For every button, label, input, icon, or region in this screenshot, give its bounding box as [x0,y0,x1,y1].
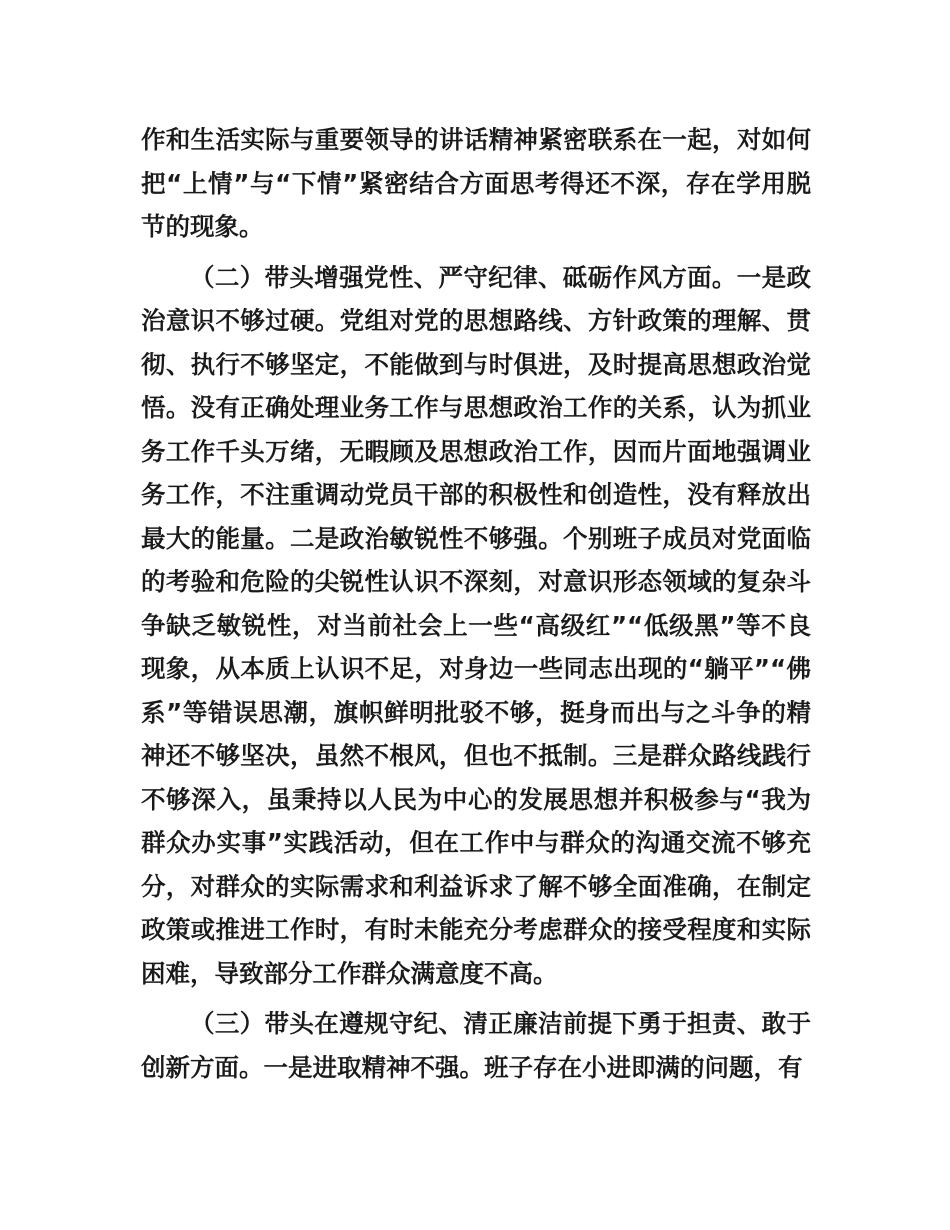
document-body [141,118,811,1089]
paragraph-continuation: 作和生活实际与重要领导的讲话精神紧密联系在一起，对如何把“上情”与“下情”紧密结合方面思考得还不深，存在学用脱节的现象。 [141,125,811,241]
paragraph-section-two: （二）带头增强党性、严守纪律、砥砺作风方面。一是政治意识不够过硬。党组对党的思想路线、方针政策的理解、贯彻、执行不够坚定，不能做到与时俱进，及时提高思想政治觉悟。没有正确处理业务工作与思想政治工作的关系，认为抓业务工作千头万绪，无暇顾及思想政治工作，因而片面地强调业务工作，不注重调动党员干部的积极性和创造性，没有释放出最大的能量。二是政治敏锐性不够强。个别班子成员对党面临的考验和危险的尖锐性认识不深刻，对意识形态领域的复杂斗争缺乏敏锐性，对当前社会上一些“高级红”“低级黑”等不良现象，从本质上认识不足，对身边一些同志出现的“躺平”“佛系”等错误思潮，旗帜鲜明批驳不够，挺身而出与之斗争的精神还不够坚决，虽然不根风，但也不抵制。三是群众路线践行不够深入，虽秉持以人民为中心的发展思想并积极参与“我为群众办实事”实践活动，但在工作中与群众的沟通交流不够充分，对群众的实际需求和利益诉求了解不够全面准确，在制定政策或推进工作时，有时未能充分考虑群众的接受程度和实际困难，导致部分工作群众满意度不高。 [141,262,811,988]
paragraph-section-three: （三）带头在遵规守纪、清正廉洁前提下勇于担责、敢于创新方面。一是进取精神不强。班子存在小进即满的问题，有 [141,1009,811,1082]
